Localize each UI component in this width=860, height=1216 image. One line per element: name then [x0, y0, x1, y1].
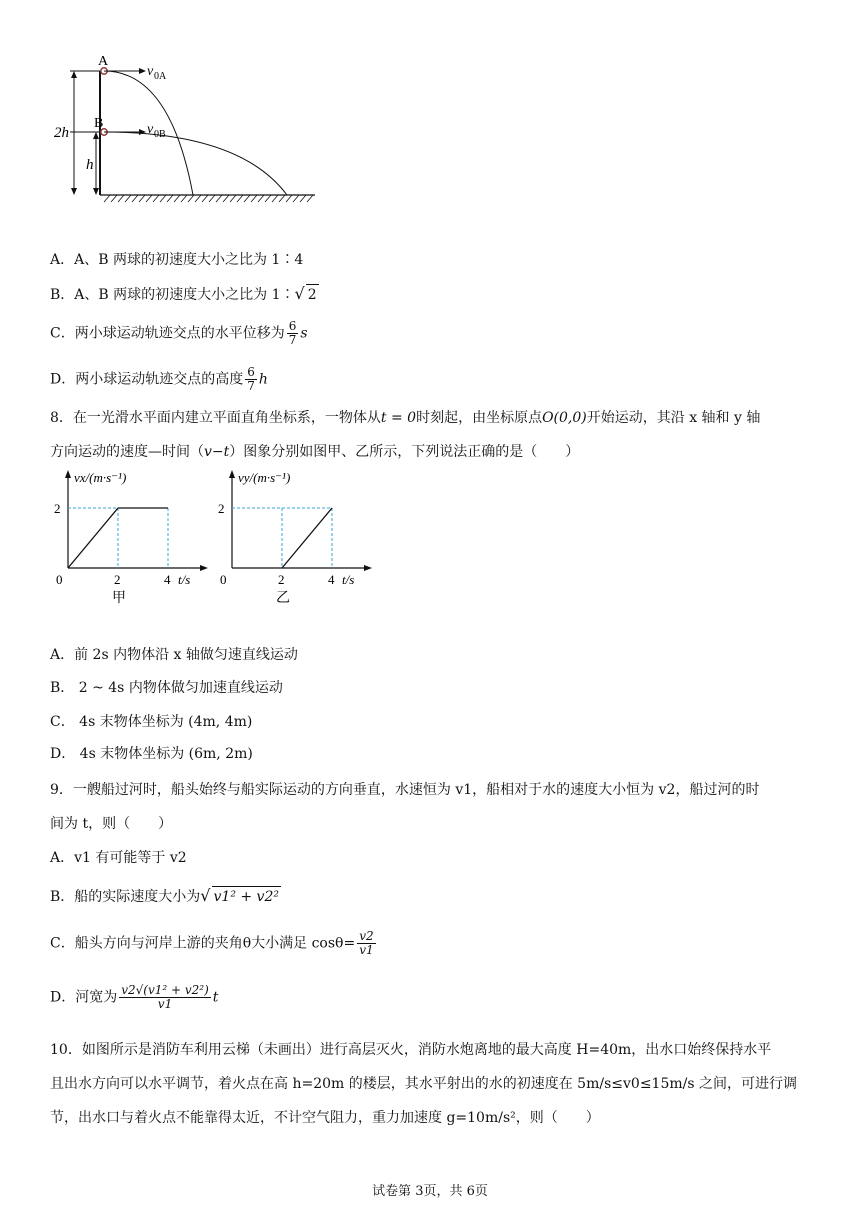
q9-option-d: D．河宽为 $\frac{\text{v2√(v1² + v2²)}}{v1}$ t — [50, 983, 219, 1011]
q9-option-c: C．船头方向与河岸上游的夹角θ大小满足 cosθ= $\frac{v2}{v1}$ — [50, 929, 374, 957]
x-tick-label: 0 — [220, 572, 227, 587]
y-tick-label: 2 — [218, 501, 225, 516]
x-tick-label: 4 — [328, 572, 335, 587]
x-tick-label: 0 — [56, 572, 63, 587]
q10-stem-line3: 节，出水口与着火点不能靠得太近，不计空气阻力，重力加速度 g=10m/s²，则（ ） — [50, 1110, 600, 1126]
x-tick-label: 4 — [164, 572, 171, 587]
q7-option-d-fraction: $\frac{6}{7}$ — [247, 365, 255, 393]
projectile-diagram — [50, 45, 320, 210]
x-axis-label: t/s — [178, 572, 191, 587]
chart-jia-vx-t — [48, 468, 208, 608]
chart-yi-vy-t — [212, 468, 382, 608]
q9-option-d-fraction: $\frac{\text{v2√(v1² + v2²)}}{v1}$ — [121, 983, 209, 1011]
q8-option-a: A．前 2s 内物体沿 x 轴做匀速直线运动 — [50, 647, 298, 663]
chart-caption: 甲 — [112, 591, 126, 606]
q8-option-b: B． 2 ~ 4s 内物体做匀加速直线运动 — [50, 680, 283, 696]
q9-stem-line1: 9．一艘船过河时，船头始终与船实际运动的方向垂直，水速恒为 v1，船相对于水的速度大小恒为 v2，船过河的时 — [50, 782, 760, 798]
q7-option-b-radicand: 2 — [306, 284, 319, 305]
q7-option-c-text: C．两小球运动轨迹交点的水平位移为 — [50, 325, 285, 342]
q7-option-d: D．两小球运动轨迹交点的高度 $\frac{6}{7}$ h — [50, 365, 268, 393]
q9-option-a: A．v1 有可能等于 v2 — [50, 850, 187, 866]
q9-option-b: B．船的实际速度大小为√ v1² + v2² — [50, 886, 279, 905]
q8-option-c: C． 4s 末物体坐标为 (4m, 4m) — [50, 714, 253, 730]
q8-stem-line1: 8．在一光滑水平面内建立平面直角坐标系，一物体从t = 0时刻起，由坐标原点O(0,0)开始运动，其沿 x 轴和 y 轴 — [50, 410, 761, 426]
q10-stem-line2: 且出水方向可以水平调节，着火点在高 h=20m 的楼层，其水平射出的水的初速度在 5m/s≤v0≤15m/s 之间，可进行调 — [50, 1076, 797, 1092]
q8-stem-line2: 方向运动的速度—时间（v−t）图象分别如图甲、乙所示，下列说法正确的是（ ） — [50, 444, 580, 460]
label-a: A — [98, 54, 109, 69]
x-tick-label: 2 — [278, 572, 285, 587]
q7-option-c-fraction: $\frac{6}{7}$ — [288, 319, 297, 347]
q7-option-d-text: D．两小球运动轨迹交点的高度 — [50, 371, 244, 388]
label-v0a: v — [147, 64, 154, 79]
q9-option-b-radicand: v1² + v2² — [212, 886, 282, 907]
q7-option-a: A．A、B 两球的初速度大小之比为 1∶4 — [50, 252, 304, 268]
series-segment — [282, 508, 332, 568]
page-footer: 试卷第 3页，共 6页 — [372, 1184, 488, 1199]
q10-stem-line1: 10．如图所示是消防车利用云梯（未画出）进行高层灭火，消防水炮离地的最大高度 H=40m，出水口始终保持水平 — [50, 1042, 772, 1058]
series-segment — [68, 508, 118, 568]
label-h: h — [86, 157, 94, 173]
q7-option-b-text: B．A、B 两球的初速度大小之比为 1∶ — [50, 287, 295, 303]
x-axis-arrow — [200, 565, 208, 571]
label-b: B — [94, 116, 104, 131]
y-tick-label: 2 — [54, 501, 61, 516]
x-axis-arrow — [364, 565, 372, 571]
chart-caption: 乙 — [276, 591, 290, 606]
q7-option-b: B．A、B 两球的初速度大小之比为 1∶√ 2 — [50, 284, 317, 303]
label-v0b: v — [147, 122, 154, 137]
q7-option-c: C．两小球运动轨迹交点的水平位移为 $\frac{6}{7}$ s — [50, 319, 308, 347]
y-axis-label: vy/(m·s⁻¹) — [238, 470, 291, 485]
x-tick-label: 2 — [114, 572, 121, 587]
y-axis-arrow — [229, 470, 235, 478]
y-axis-label: vx/(m·s⁻¹) — [74, 470, 127, 485]
label-v0a-sub: 0A — [154, 71, 167, 82]
q9-option-c-fraction: $\frac{v2}{v1}$ — [359, 929, 374, 957]
q9-stem-line2: 间为 t，则（ ） — [50, 816, 173, 832]
x-axis-label: t/s — [342, 572, 355, 587]
q8-option-d: D． 4s 末物体坐标为 (6m, 2m) — [50, 746, 253, 762]
label-v0b-sub: 0B — [154, 129, 166, 140]
y-axis-arrow — [65, 470, 71, 478]
label-2h: 2h — [54, 125, 69, 141]
